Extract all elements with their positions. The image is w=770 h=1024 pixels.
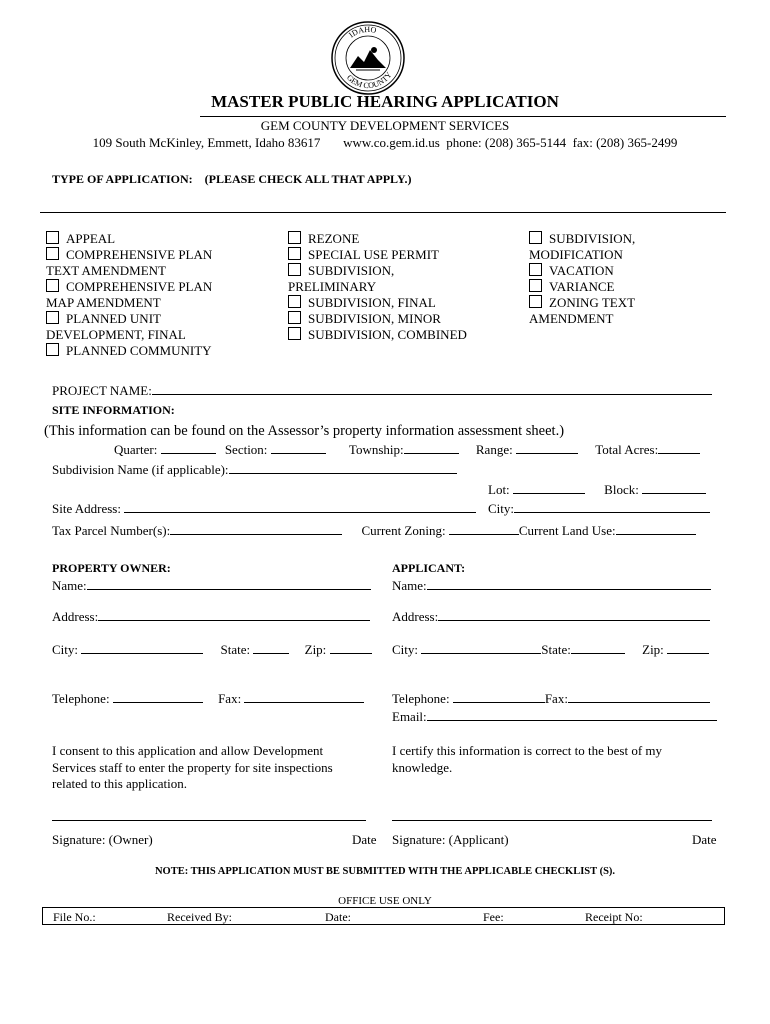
project-name-row <box>52 382 712 399</box>
applicant-name-field[interactable] <box>427 577 711 590</box>
owner-signature-line[interactable] <box>52 820 366 821</box>
owner-telephone-field[interactable] <box>113 690 203 703</box>
applicant-telephone-label: Telephone: <box>392 691 450 706</box>
tax-parcel-label: Tax Parcel Number(s): <box>52 523 171 538</box>
applicant-signature-label: Signature: (Applicant) <box>392 832 509 847</box>
owner-zip-field[interactable] <box>330 641 372 654</box>
checkbox[interactable] <box>288 327 301 340</box>
block-field[interactable] <box>642 481 706 494</box>
tax-parcel-field[interactable] <box>170 522 342 535</box>
checkbox[interactable] <box>529 295 542 308</box>
site-city-label: City: <box>488 501 515 516</box>
township-label: Township: <box>348 442 404 457</box>
checkbox-item[interactable]: PLANNED UNIT <box>46 311 212 327</box>
checkbox-item[interactable]: VACATION <box>529 263 635 279</box>
owner-fax-label: Fax: <box>218 691 242 706</box>
contact-info: 109 South McKinley, Emmett, Idaho 83617 www.co.gem.id.us phone: (208) 365-5144 fax: (208) 365-2499 <box>92 135 678 150</box>
checkbox-item[interactable]: REZONE <box>288 231 467 247</box>
site-address-label: Site Address: <box>52 501 121 516</box>
quarter-label: Quarter: <box>114 442 158 457</box>
applicant-address-label: Address: <box>392 609 439 624</box>
project-name-label: PROJECT NAME: <box>52 383 152 398</box>
checkbox-item[interactable]: SUBDIVISION, <box>529 231 635 247</box>
property-owner-heading: PROPERTY OWNER: <box>52 561 171 575</box>
owner-name-label: Name: <box>52 578 87 593</box>
checkbox-item[interactable]: SUBDIVISION, COMBINED <box>288 327 467 343</box>
owner-zip-label: Zip: <box>304 642 327 657</box>
applicant-date-label: Date <box>692 832 717 847</box>
site-city-row <box>488 500 710 517</box>
applicant-zip-field[interactable] <box>667 641 709 654</box>
lot-field[interactable] <box>513 481 585 494</box>
department-name: GEM COUNTY DEVELOPMENT SERVICES <box>260 118 510 133</box>
page-title: MASTER PUBLIC HEARING APPLICATION <box>211 92 559 111</box>
applicant-heading: APPLICANT: <box>392 561 466 575</box>
applicant-telephone-field[interactable] <box>453 690 545 703</box>
owner-city-label: City: <box>52 642 79 657</box>
site-information-heading: SITE INFORMATION: <box>52 403 175 417</box>
current-land-use-field[interactable] <box>616 522 696 535</box>
checkbox-item-continuation: MODIFICATION <box>529 247 623 262</box>
checkbox-column-2 <box>288 231 467 343</box>
applicant-email-field[interactable] <box>427 708 717 721</box>
applicant-phone-row <box>392 690 710 707</box>
office-use-table <box>42 907 725 925</box>
checkbox-item[interactable]: SUBDIVISION, MINOR <box>288 311 467 327</box>
svg-text:GEM COUNTY: GEM COUNTY <box>344 70 394 91</box>
current-land-use-label: Current Land Use: <box>518 523 616 538</box>
checkbox-item[interactable]: ZONING TEXT <box>529 295 635 311</box>
applicant-name-row <box>392 577 711 594</box>
site-information-note: (This information can be found on the Assessor’s property information assessment sheet.) <box>44 423 565 439</box>
owner-city-field[interactable] <box>81 641 203 654</box>
owner-signature-label: Signature: (Owner) <box>52 832 153 847</box>
fee-label: Fee: <box>483 910 504 924</box>
applicant-signature-line[interactable] <box>392 820 712 821</box>
checkbox-item[interactable]: SUBDIVISION, FINAL <box>288 295 467 311</box>
checkbox[interactable] <box>529 279 542 292</box>
gem-county-seal-logo <box>330 20 406 96</box>
checkbox-item-continuation: PRELIMINARY <box>288 279 377 294</box>
subdivision-field[interactable] <box>229 461 457 474</box>
lot-row <box>488 481 706 498</box>
applicant-name-label: Name: <box>392 578 427 593</box>
owner-state-label: State: <box>220 642 251 657</box>
checkbox-item-continuation: MAP AMENDMENT <box>46 295 161 310</box>
lot-label: Lot: <box>488 482 510 497</box>
checkbox[interactable] <box>46 311 59 324</box>
office-date-label: Date: <box>325 910 351 924</box>
owner-address-label: Address: <box>52 609 99 624</box>
checkbox-item-continuation: DEVELOPMENT, FINAL <box>46 327 186 342</box>
received-by-label: Received By: <box>167 910 232 924</box>
range-label: Range: <box>475 442 513 457</box>
owner-consent-text: I consent to this application and allow Development Services staff to enter the property for site inspections related to this application. <box>52 743 333 791</box>
checkbox[interactable] <box>46 247 59 260</box>
checkbox[interactable] <box>288 295 301 308</box>
checkbox-column-3 <box>529 231 635 327</box>
site-address-row <box>52 500 476 517</box>
section-field[interactable] <box>271 441 326 454</box>
checkbox[interactable] <box>529 231 542 244</box>
applicant-address-field[interactable] <box>438 608 710 621</box>
checkbox-item[interactable]: COMPREHENSIVE PLAN <box>46 279 212 295</box>
checkbox[interactable] <box>288 311 301 324</box>
svg-text:IDAHO: IDAHO <box>347 24 378 40</box>
applicant-state-label: State: <box>541 642 571 657</box>
site-city-field[interactable] <box>514 500 710 513</box>
owner-phone-row <box>52 690 364 707</box>
checkbox[interactable] <box>46 343 59 356</box>
applicant-fax-label: Fax: <box>544 691 568 706</box>
quarter-field[interactable] <box>161 441 216 454</box>
applicant-city-label: City: <box>392 642 419 657</box>
checkbox-item[interactable]: SUBDIVISION, <box>288 263 467 279</box>
type-divider <box>40 212 726 213</box>
owner-name-row <box>52 577 371 594</box>
checkbox[interactable] <box>288 247 301 260</box>
file-no-label: File No.: <box>53 910 96 924</box>
checkbox-item[interactable]: COMPREHENSIVE PLAN <box>46 247 212 263</box>
applicant-certify-text: I certify this information is correct to the best of my knowledge. <box>392 743 663 775</box>
checkbox-item-continuation: TEXT AMENDMENT <box>46 263 167 278</box>
office-use-heading: OFFICE USE ONLY <box>338 895 432 907</box>
applicant-fax-field[interactable] <box>568 690 710 703</box>
applicant-email-label: Email: <box>392 709 427 724</box>
checkbox-item-continuation: AMENDMENT <box>529 311 614 326</box>
checkbox[interactable] <box>46 231 59 244</box>
checkbox[interactable] <box>288 231 301 244</box>
owner-telephone-label: Telephone: <box>52 691 110 706</box>
checkbox-item[interactable]: PLANNED COMMUNITY <box>46 343 212 359</box>
checkbox-column-1 <box>46 231 212 359</box>
owner-address-field[interactable] <box>98 608 370 621</box>
total-acres-label: Total Acres: <box>595 442 659 457</box>
checkbox[interactable] <box>529 263 542 276</box>
applicant-city-row <box>392 641 709 658</box>
section-label: Section: <box>224 442 268 457</box>
total-acres-field[interactable] <box>658 441 700 454</box>
owner-fax-field[interactable] <box>244 690 364 703</box>
parcel-row <box>52 522 696 539</box>
applicant-zip-label: Zip: <box>642 642 664 657</box>
applicant-state-field[interactable] <box>571 641 625 654</box>
checkbox-item[interactable]: SPECIAL USE PERMIT <box>288 247 467 263</box>
range-field[interactable] <box>516 441 578 454</box>
owner-address-row <box>52 608 370 625</box>
owner-name-field[interactable] <box>87 577 371 590</box>
applicant-city-field[interactable] <box>421 641 541 654</box>
checkbox-item[interactable]: VARIANCE <box>529 279 635 295</box>
type-of-application-label: TYPE OF APPLICATION: (PLEASE CHECK ALL THAT APPLY.) <box>52 172 412 186</box>
block-label: Block: <box>604 482 639 497</box>
owner-state-field[interactable] <box>253 641 289 654</box>
checkbox[interactable] <box>46 279 59 292</box>
current-zoning-field[interactable] <box>449 522 519 535</box>
site-address-field[interactable] <box>124 500 476 513</box>
applicant-address-row <box>392 608 710 625</box>
owner-city-row <box>52 641 372 658</box>
title-divider <box>200 116 726 117</box>
owner-date-label: Date <box>352 832 377 847</box>
subdivision-row <box>52 461 457 478</box>
receipt-no-label: Receipt No: <box>585 910 643 924</box>
township-field[interactable] <box>404 441 459 454</box>
current-zoning-label: Current Zoning: <box>361 523 446 538</box>
submission-note: NOTE: THIS APPLICATION MUST BE SUBMITTED WITH THE APPLICABLE CHECKLIST (S). <box>154 866 616 877</box>
checkbox[interactable] <box>288 263 301 276</box>
applicant-email-row <box>392 708 717 725</box>
subdivision-label: Subdivision Name (if applicable): <box>52 462 229 477</box>
quarter-row <box>114 441 700 458</box>
checkbox-item[interactable]: APPEAL <box>46 231 212 247</box>
project-name-field[interactable] <box>152 382 712 395</box>
